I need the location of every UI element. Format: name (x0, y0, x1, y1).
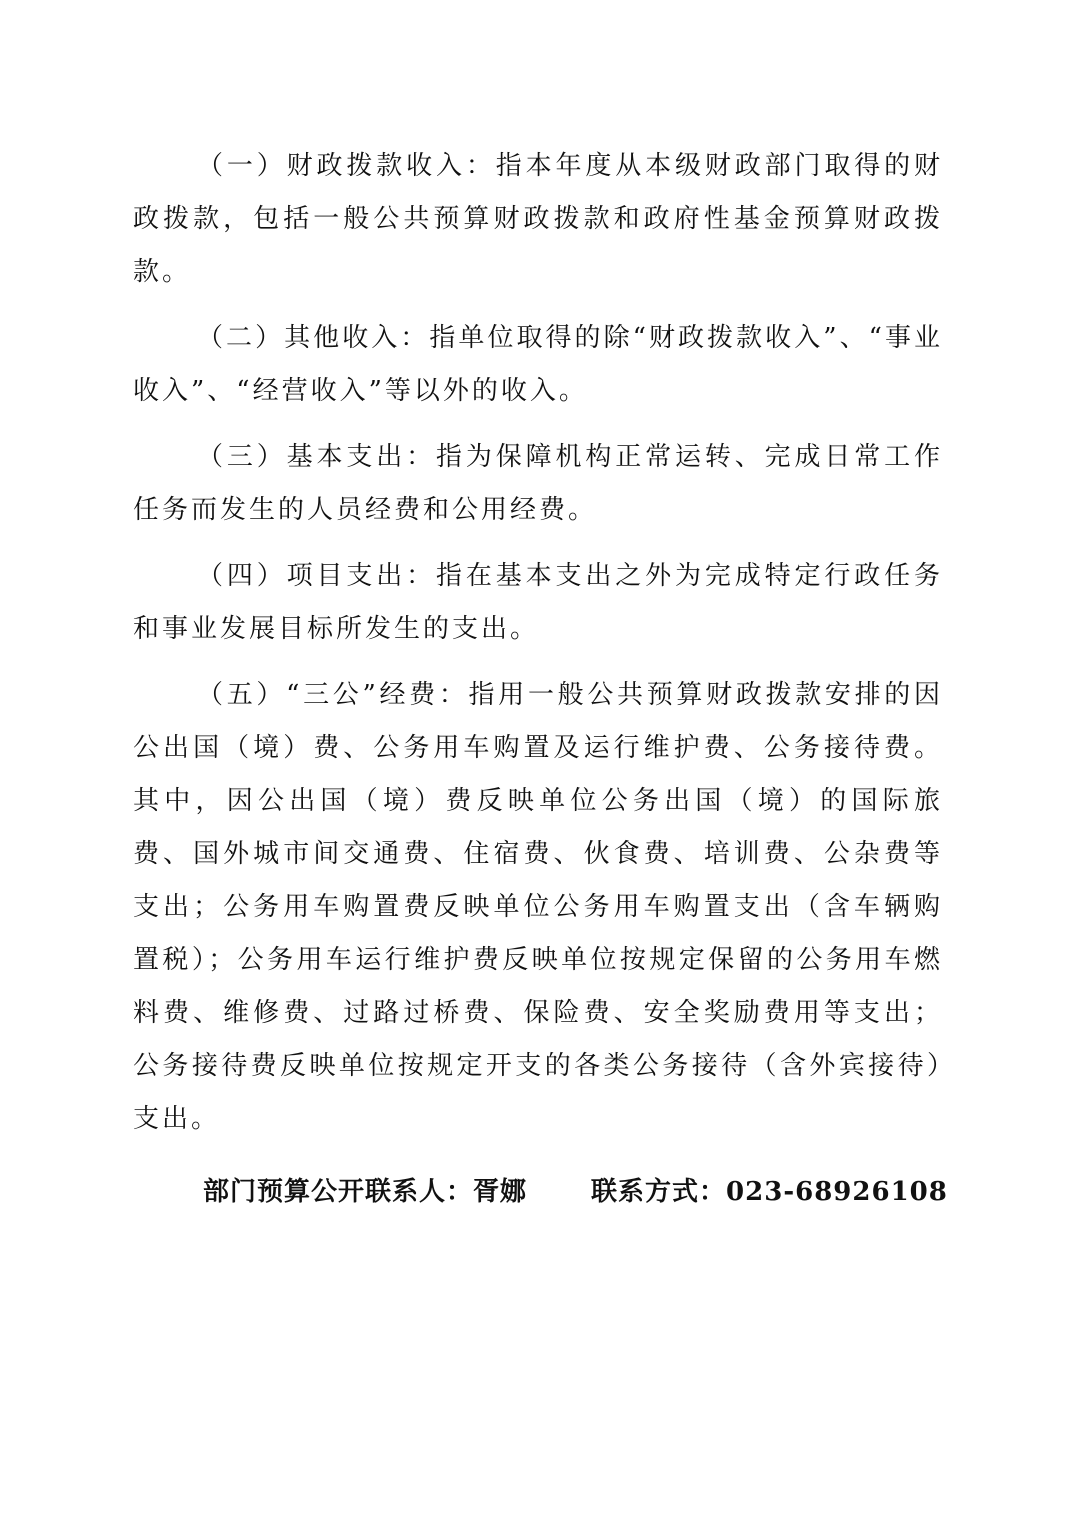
paragraph-fiscal-appropriation-income: （一）财政拨款收入：指本年度从本级财政部门取得的财政拨款，包括一般公共预算财政拨款和政府性基金预算财政拨款。 (133, 151, 943, 287)
contact-phone-label: 联系方式： (591, 1177, 727, 1207)
contact-phone: 023-68926108 (726, 1177, 948, 1207)
document-body (133, 140, 948, 1219)
paragraph-three-public-expenses: （五）“三公”经费：指用一般公共预算财政拨款安排的因公出国（境）费、公务用车购置及运行维护费、公务接待费。其中，因公出国（境）费反映单位公务出国（境）的国际旅费、国外城市间交通费、住宿费、伙食费、培训费、公杂费等支出；公务用车购置费反映单位公务用车购置支出（含车辆购置税）；公务用车运行维护费反映单位按规定保留的公务用车燃料费、维修费、过路过桥费、保险费、安全奖励费用等支出；公务接待费反映单位按规定开支的各类公务接待（含外宾接待）支出。 (133, 680, 943, 1134)
contact-person-name: 胥娜 (473, 1177, 528, 1207)
contact-person-label: 部门预算公开联系人： (203, 1177, 474, 1207)
paragraph-project-expenditure: （四）项目支出：指在基本支出之外为完成特定行政任务和事业发展目标所发生的支出。 (133, 561, 943, 644)
contact-line (133, 1166, 948, 1219)
paragraph-other-income: （二）其他收入：指单位取得的除“财政拨款收入”、“事业收入”、“经营收入”等以外的收入。 (133, 323, 943, 406)
paragraph-basic-expenditure: （三）基本支出：指为保障机构正常运转、完成日常工作任务而发生的人员经费和公用经费。 (133, 442, 943, 525)
